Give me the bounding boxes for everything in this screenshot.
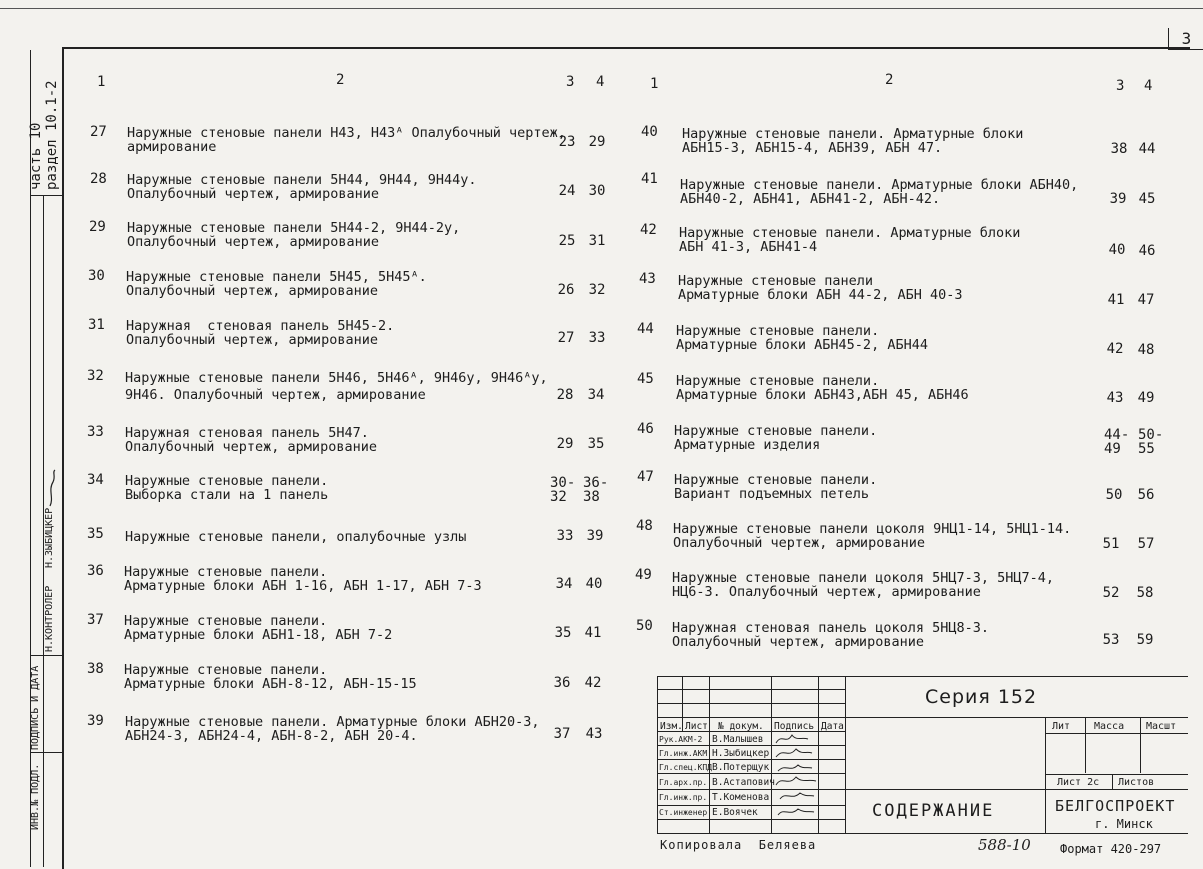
copied-by: Копировала Беляева: [660, 838, 817, 852]
document-title: СОДЕРЖАНИЕ: [872, 801, 995, 821]
city: г. Минск: [1095, 817, 1153, 831]
col-header-doc: № докум.: [718, 721, 764, 732]
header-col-1-right: 1: [650, 76, 659, 92]
header-col-2-right: 2: [885, 72, 894, 88]
section-label: раздел 10.1-2: [44, 80, 60, 190]
staff-role: Гл.инж.АКМ: [659, 749, 708, 758]
inventory-label: ИНВ.№ ПОДЛ.: [30, 763, 41, 830]
top-edge-line: [0, 8, 1203, 9]
controller-name: Н.ЗЫБИЦКЕР: [44, 507, 55, 568]
sheets-total: Листов: [1118, 777, 1155, 788]
col-header-date: Дата: [821, 721, 844, 732]
staff-role: Гл.инж.пр.: [659, 793, 708, 802]
header-col-3-right: 3: [1116, 78, 1125, 94]
controller-label: Н.КОНТРОЛЕР: [44, 585, 55, 652]
col-header-sheet: Лист: [685, 721, 708, 732]
col-header-signature: Подпись: [774, 721, 815, 732]
series-label: Серия 152: [925, 686, 1038, 708]
sheet-number: Лист 2с: [1057, 777, 1100, 788]
drawing-frame: [62, 47, 1190, 869]
document-code: 588-10: [978, 836, 1031, 854]
page-number: 3: [1168, 28, 1203, 50]
scale-header: Масшт: [1146, 721, 1177, 732]
controller-signature: [46, 468, 60, 508]
signatures: [772, 731, 818, 821]
staff-role: Рук.АКМ-2: [659, 735, 703, 744]
staff-name: В.Астапович: [712, 777, 775, 788]
organization: БЕЛГОСПРОЕКТ: [1055, 797, 1176, 815]
staff-role: Гл.арх.пр.: [659, 778, 708, 787]
col-header-change: Изм.: [660, 721, 683, 732]
signature-date-label: ПОДПИСЬ И ДАТА: [30, 665, 41, 750]
staff-name: Н.Зыбицкер: [712, 748, 770, 759]
staff-name: В.Малышев: [712, 734, 764, 745]
header-col-3: 3: [566, 74, 575, 90]
header-col-1: 1: [97, 74, 106, 90]
staff-name: В.Потерщук: [712, 762, 770, 773]
header-col-4-right: 4: [1144, 78, 1153, 94]
staff-role: Ст.инженер: [659, 808, 708, 817]
header-col-2: 2: [336, 72, 345, 88]
staff-name: Е.Воячек: [712, 807, 758, 818]
staff-role: Гл.спец.КПД: [659, 763, 712, 772]
staff-name: Т.Коменова: [712, 792, 770, 803]
stage-header: Лит: [1052, 721, 1071, 732]
mass-header: Масса: [1094, 721, 1125, 732]
header-col-4: 4: [596, 74, 605, 90]
paper-format: Формат 420-297: [1060, 842, 1162, 856]
part-label: часть 10: [28, 122, 44, 190]
